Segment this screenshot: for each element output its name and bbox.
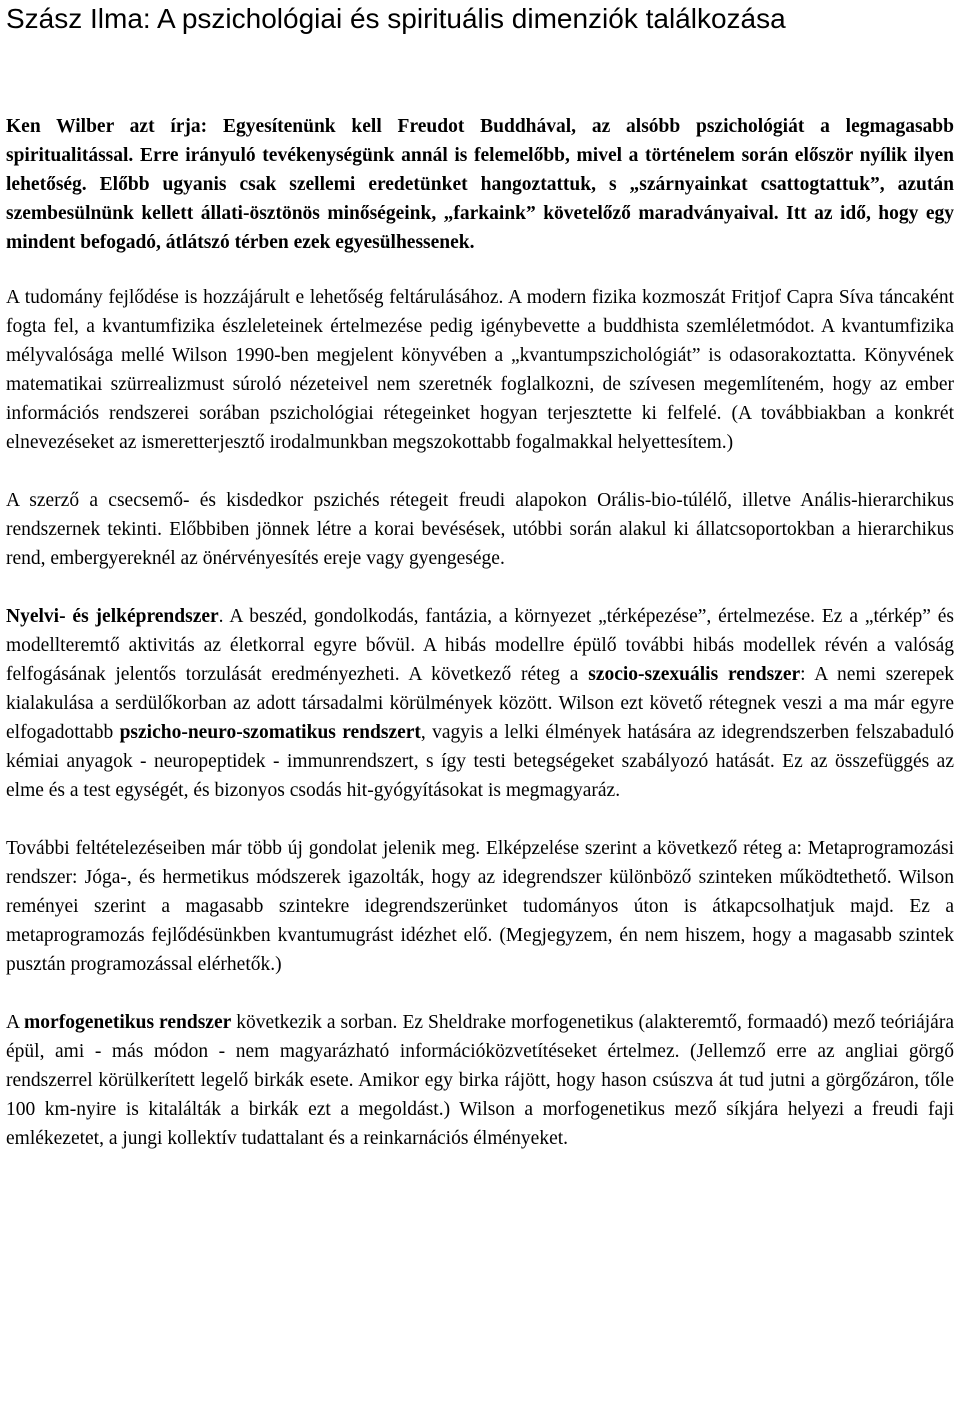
paragraph-text: Ken Wilber azt írja: Egyesítenünk kell Freudot Buddhával, az alsóbb pszichológiát a legmagasabb spiritualitással. Erre irányuló tevékenységünk annál is felemelőbb, mivel a történelem során először nyílik ilyen lehetőség. Előbb ugyanis csak szellemi eredetünket hangoztattuk, s „szárnyainkat csattogtattuk”, azután szembesülnünk kellett állati-ösztönös minőségeink, „farkaink” követelőző maradványaival. Itt az idő, hogy egy mindent befogadó, átlátszó térben ezek egyesülhessenek. (6, 116, 954, 253)
paragraph-text: A (6, 1012, 25, 1033)
paragraph-early-layers (6, 486, 954, 573)
term-language-system: Nyelvi- és jelképrendszer (6, 606, 219, 627)
paragraph-text: További feltételezéseiben már több új gondolat jelenik meg. Elképzelése szerint a következő réteg a: Metaprogramozási rendszer: Jóga-, és hermetikus módszerek igazolták, hogy az idegrendszer különböző szinteken működtethető. Wilson reményei szerint a magasabb szintekre idegrendszerünket tudományos úton is átkapcsolhatjuk majd. Ez a metaprogramozás fejlődésünkben kvantumugrást idézhet elő. (Megjegyzem, én nem hiszem, hogy a magasabb szintek pusztán programozással elérhetők.) (6, 838, 954, 975)
paragraph-intro (6, 112, 954, 257)
paragraph-text: A szerző a csecsemő- és kisdedkor pszichés rétegeit freudi alapokon Orális-bio-túlélő, illetve Anális-hierarchikus rendszernek tekinti. Előbbiben jönnek létre a korai bevésések, utóbbi során alakul ki állatcsoportokban a hierarchikus rend, embergyereknél az önérvényesítés ereje vagy gyengesége. (6, 490, 954, 569)
term-psycho-neuro-somatic-system: pszicho-neuro-szomatikus rendszert (119, 722, 421, 743)
paragraph-morphogenetic (6, 1008, 954, 1153)
document-title: Szász Ilma: A pszichológiai és spirituális dimenziók találkozása (6, 3, 786, 34)
term-morphogenetic-system: morfogenetikus rendszer (24, 1012, 232, 1033)
paragraph-text: következik a sorban. Ez Sheldrake morfogenetikus (alakteremtő, formaadó) mező teóriájára épül, ami - más módon - nem magyarázható információközvetítéseket értelmez. (Jellemző erre az angliai görgő rendszerrel körülkerített legelő birkák esete. Amikor egy birka rájött, hogy hason csúszva át tud jutni a görgőzáron, tőle 100 km-nyire is kitalálták a birkák ezt a megoldást.) Wilson a morfogenetikus mező síkjára helyezi a freudi faji emlékezetet, a jungi kollektív tudattalant és a reinkarnációs élményeket. (6, 1012, 954, 1149)
document-body (6, 112, 954, 1153)
term-socio-sexual-system: szocio-szexuális rendszer (588, 664, 801, 685)
paragraph-science (6, 283, 954, 457)
paragraph-text: . A beszéd, gondolkodás, fantázia, a környezet „térképezése”, értelmezése. Ez a „térkép” és modellteremtő aktivitás az életkorral egyre bővül. A hibás modellre épülő további hibás modellek révén a valóság felfogásának jelentős torzulását eredményezheti. A következő réteg a (6, 606, 954, 685)
paragraph-text: : A nemi szerepek kialakulása a serdülőkorban az adott társadalmi körülmények között. Wilson ezt követő rétegnek veszi a ma már egyre elfogadottabb (6, 664, 954, 743)
paragraph-text: , vagyis a lelki élmények hatására az idegrendszerben felszabaduló kémiai anyagok - neuropeptidek - immunrendszert, s így testi betegségeket szabályozó hatását. Ez az összefüggés az elme és a test egységét, és bizonyos csodás hit-gyógyításokat is megmagyaráz. (6, 722, 955, 801)
paragraph-language-system (6, 602, 954, 805)
paragraph-metaprogramming (6, 834, 954, 979)
paragraph-text: A tudomány fejlődése is hozzájárult e lehetőség feltárulásához. A modern fizika kozmoszát Fritjof Capra Síva táncaként fogta fel, a kvantumfizika észleleteinek értelmezése pedig igénybevette a buddhista szemléletmódot. A kvantumfizika mélyvalósága mellé Wilson 1990-ben megjelent könyvében a „kvantumpszichológiát” is odasorakoztatta. Könyvének matematikai szürrealizmust súroló nézeteivel nem szeretnék foglalkozni, de szívesen megemlíteném, hogy az ember információs rendszerei sorában pszichológiai rétegeinket hogyan terjesztette ki felfelé. (A továbbiakban a konkrét elnevezéseket az ismeretterjesztő irodalmunkban megszokottabb fogalmakkal helyettesítem.) (6, 287, 954, 453)
